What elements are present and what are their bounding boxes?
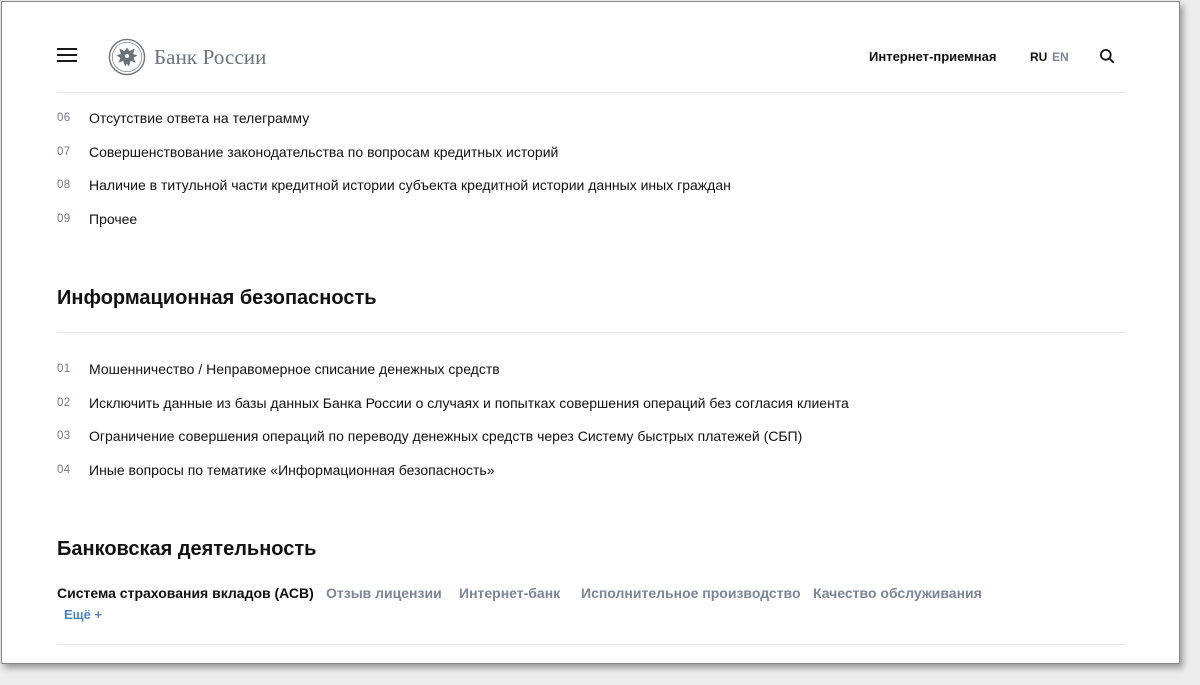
list-item[interactable] — [57, 101, 731, 135]
item-number: 06 — [57, 111, 71, 124]
lang-ru-button[interactable]: RU — [1030, 50, 1048, 64]
item-number: 02 — [57, 396, 71, 409]
lang-en-button[interactable]: EN — [1052, 50, 1069, 64]
browser-window — [1, 1, 1180, 664]
item-number: 04 — [57, 463, 71, 476]
item-number: 09 — [57, 212, 71, 225]
list-item[interactable] — [57, 135, 731, 169]
section-title-banking: Банковская деятельность — [57, 538, 317, 560]
tab-deposit-insurance[interactable]: Система страхования вкладов (АСВ) — [57, 585, 314, 601]
item-label[interactable]: Отсутствие ответа на телеграмму — [89, 109, 310, 126]
item-label[interactable]: Мошенничество / Неправомерное списание денежных средств — [89, 360, 500, 377]
tab-service-quality[interactable]: Качество обслуживания — [813, 585, 982, 601]
divider — [57, 332, 1126, 333]
item-number: 03 — [57, 430, 71, 443]
eagle-emblem-icon — [108, 38, 146, 76]
bank-logo[interactable] — [108, 37, 266, 77]
divider — [57, 644, 1126, 645]
section-title-security: Информационная безопасность — [57, 287, 377, 309]
more-tabs-button[interactable]: Ещё + — [64, 607, 103, 622]
list-item[interactable] — [57, 202, 731, 236]
tab-internet-bank[interactable]: Интернет-банк — [459, 585, 561, 601]
list-item[interactable] — [57, 419, 849, 453]
tab-license-revocation[interactable]: Отзыв лицензии — [326, 585, 442, 601]
item-number: 08 — [57, 179, 71, 192]
list-item[interactable] — [57, 386, 849, 420]
item-label[interactable]: Наличие в титульной части кредитной истории субъекта кредитной истории данных иных граждан — [89, 177, 731, 194]
search-icon[interactable] — [1099, 48, 1115, 64]
site-header — [57, 2, 1126, 93]
item-label[interactable]: Прочее — [89, 210, 138, 227]
credit-history-list — [57, 101, 731, 236]
item-label[interactable]: Исключить данные из базы данных Банка России о случаях и попытках совершения операций без согласия клиента — [89, 394, 849, 411]
item-label[interactable]: Совершенствование законодательства по вопросам кредитных историй — [89, 143, 559, 160]
internet-reception-link[interactable]: Интернет-приемная — [869, 49, 997, 64]
list-item[interactable] — [57, 453, 849, 487]
hamburger-menu-icon[interactable] — [57, 48, 77, 62]
item-label[interactable]: Ограничение совершения операций по переводу денежных средств через Систему быстрых платежей (СБП) — [89, 428, 803, 445]
item-number: 01 — [57, 362, 71, 375]
item-number: 07 — [57, 145, 71, 158]
security-list — [57, 352, 849, 487]
list-item[interactable] — [57, 352, 849, 386]
list-item[interactable] — [57, 168, 731, 202]
item-label[interactable]: Иные вопросы по тематике «Информационная безопасность» — [89, 461, 495, 478]
logo-text: Банк России — [154, 44, 267, 69]
tab-enforcement-proceedings[interactable]: Исполнительное производство — [581, 585, 801, 601]
